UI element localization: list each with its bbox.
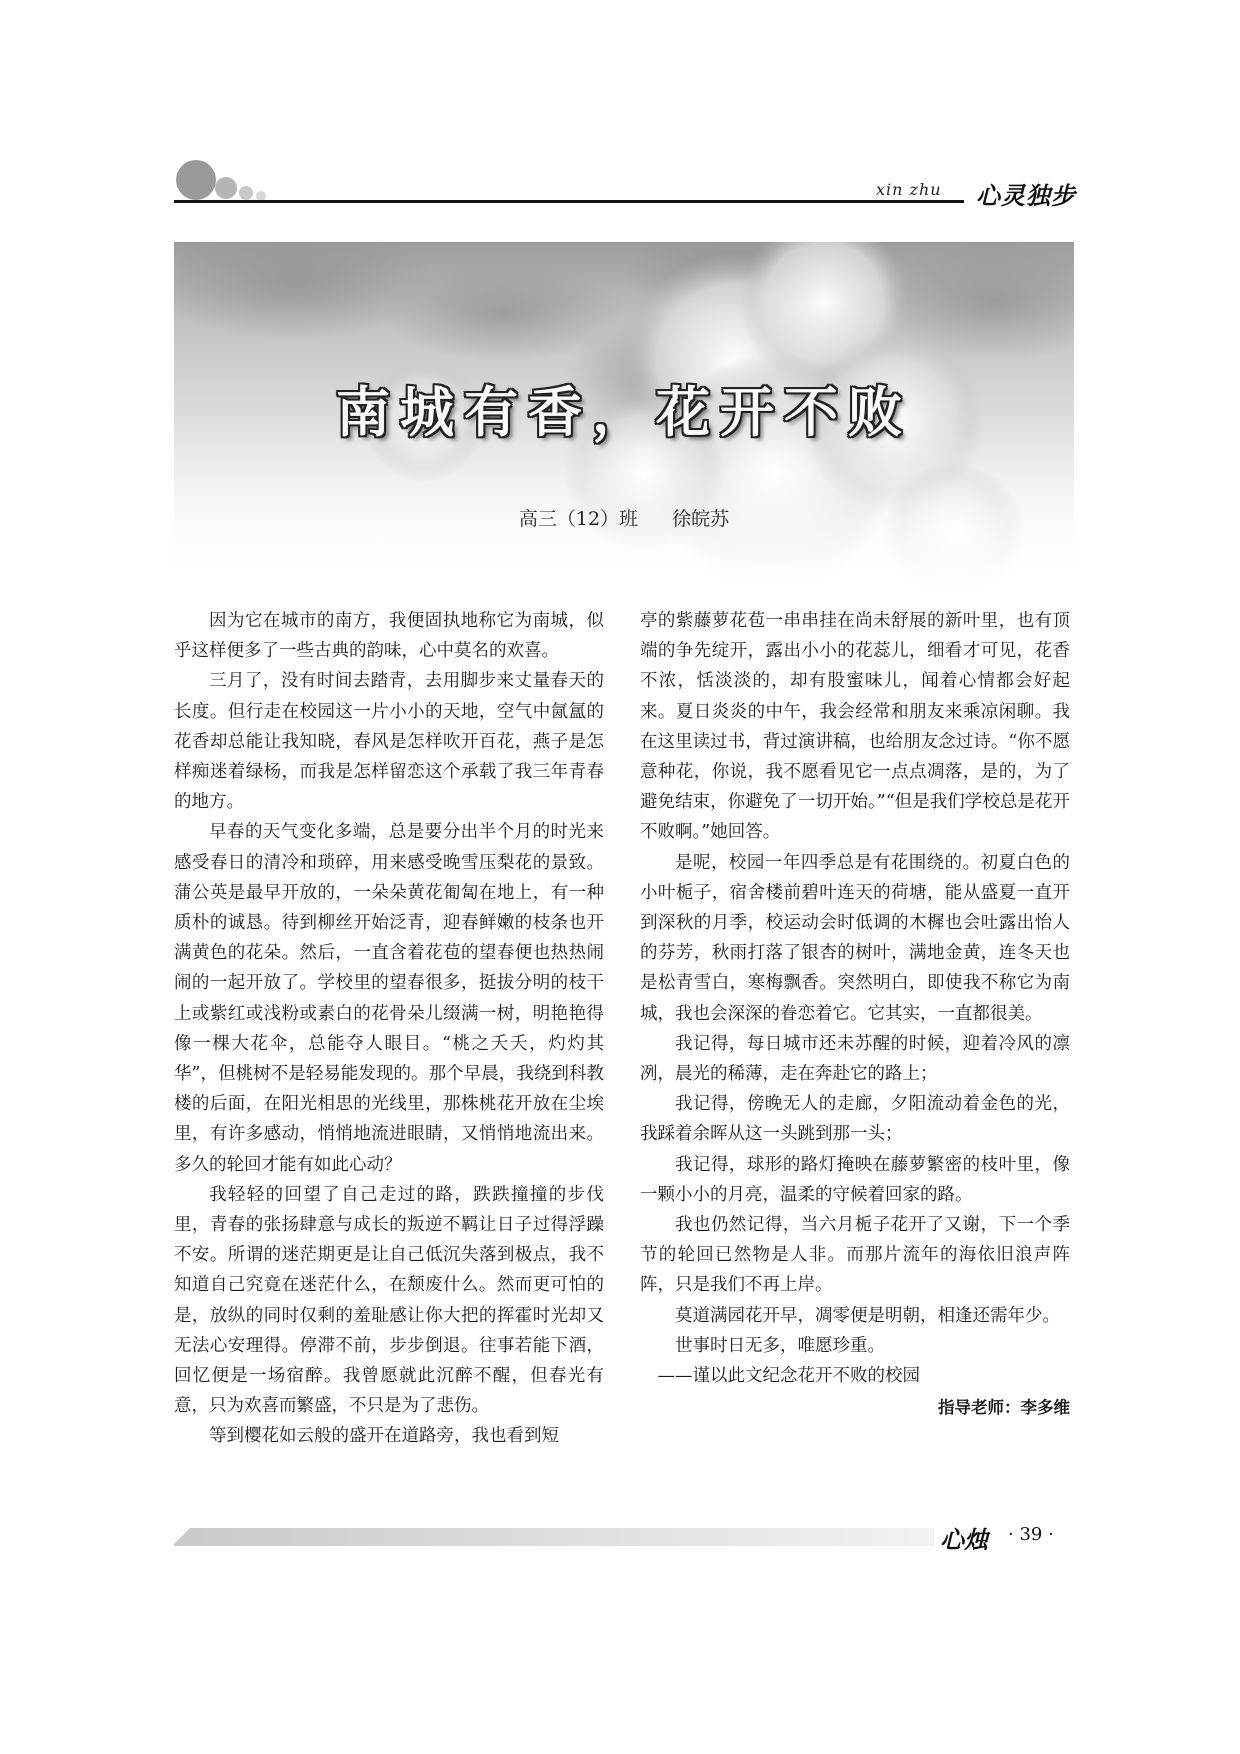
page-number: · 39 ·: [1008, 1524, 1054, 1545]
author-line: [174, 504, 1074, 531]
footer-bar: [174, 1528, 934, 1546]
paragraph: 等到樱花如云般的盛开在道路旁，我也看到短: [209, 1426, 559, 1447]
author-name: 徐皖苏: [672, 508, 730, 530]
paragraph: 我轻轻的回望了自己走过的路，跌跌撞撞的步伐里，青春的张扬肆意与成长的叛逆不羁让日子过得浮躁不安。所谓的迷茫期更是让自己低沉失落到极点，我不知道自己究竟在迷茫什么，在颓废什么。然而更可怕的是，放纵的同时仅剩的羞耻感让你大把的挥霍时光却又无法心安理得。停滞不前，步步倒退。往事若能下酒，回忆便是一场宿醉。我曾愿就此沉醉不醒，但春光有意，只为欢喜而繁盛，不只是为了悲伤。: [174, 1184, 604, 1417]
paragraph: 是呢，校园一年四季总是有花围绕的。初夏白色的小叶栀子，宿舍楼前碧叶连天的荷塘，能从盛夏一直开到深秋的月季，校运动会时低调的木樨也会吐露出怡人的芬芳，秋雨打落了银杏的树叶，满地金黄，连冬天也是松青雪白，寒梅飘香。突然明白，即使我不称它为南城，我也会深深的眷恋着它。它其实，一直都很美。: [640, 852, 1070, 1024]
paragraph: 我记得，每日城市还未苏醒的时候，迎着冷风的凛冽，晨光的稀薄，走在奔赴它的路上；: [640, 1033, 1070, 1085]
paragraph: 我也仍然记得，当六月栀子花开了又谢，下一个季节的轮回已然物是人非。而那片流年的海依旧浪声阵阵，只是我们不再上岸。: [640, 1215, 1070, 1296]
section-title: 心灵独步: [976, 182, 1076, 210]
paragraph-continued: 亭的紫藤萝花苞一串串挂在尚未舒展的新叶里，也有顶端的争先绽开，露出小小的花蕊儿，细看才可见，花香不浓，恬淡淡的，却有股蜜味儿，闻着心情都会好起来。夏日炎炎的中午，我会经常和朋友来乘凉闲聊。我在这里读过书，背过演讲稿，也给朋友念过诗。“你不愿意种花，你说，我不愿看见它一点点凋落，是的，为了避免结束，你避免了一切开始。”“但是我们学校总是花开不败啊。”她回答。: [640, 611, 1070, 843]
title-banner: [174, 242, 1074, 590]
section-pinyin: xin zhu: [876, 180, 942, 199]
author-class: 高三（12）班: [518, 508, 639, 530]
paragraph: 世事时日无多，唯愿珍重。: [675, 1335, 885, 1356]
paragraph: 因为它在城市的南方，我便固执地称它为南城，似乎这样便多了一些古典的韵味，心中莫名的欢喜。: [174, 611, 604, 662]
header-rule: [174, 200, 964, 203]
paragraph: 我记得，傍晚无人的走廊，夕阳流动着金色的光，我踩着余晖从这一头跳到那一头；: [640, 1094, 1070, 1145]
article-title: 南城有香，花开不败: [336, 380, 912, 444]
running-header: [0, 0, 1240, 220]
dedication: ——谨以此文纪念花开不败的校园: [657, 1366, 920, 1387]
paragraph: 三月了，没有时间去踏青，去用脚步来丈量春天的长度。但行走在校园这一片小小的天地，空气中氤氲的花香却总能让我知晓，春风是怎样吹开百花，燕子是怎样痴迷着绿杨，而我是怎样留恋这个承载了我三年青春的地方。: [174, 671, 604, 813]
teacher-credit: 指导老师：李多维: [938, 1398, 1070, 1418]
right-column: [640, 606, 1070, 1423]
paragraph: 我记得，球形的路灯掩映在藤萝繁密的枝叶里，像一颗小小的月亮，温柔的守候着回家的路。: [640, 1154, 1070, 1205]
paragraph: 莫道满园花开早，凋零便是明朝，相逢还需年少。: [675, 1305, 1060, 1326]
left-column: [174, 606, 604, 1452]
paragraph: 早春的天气变化多端，总是要分出半个月的时光来感受春日的清冷和琐碎，用来感受晚雪压梨花的景致。蒲公英是最早开放的，一朵朵黄花匍匐在地上，有一种质朴的诚恳。待到柳丝开始泛青，迎春鲜嫩的枝条也开满黄色的花朵。然后，一直含着花苞的望春便也热热闹闹的一起开放了。学校里的望春很多，挺拔分明的枝干上或紫红或浅粉或素白的花骨朵儿缀满一树，明艳艳得像一棵大花伞，总能夺人眼目。“桃之夭夭，灼灼其华”，但桃树不是轻易能发现的。那个早晨，我绕到科教楼的后面，在阳光相思的光线里，那株桃花开放在尘埃里，有许多感动，悄悄地流进眼睛，又悄悄地流出来。多久的轮回才能有如此心动？: [174, 822, 604, 1175]
magazine-name: 心烛: [940, 1526, 988, 1554]
